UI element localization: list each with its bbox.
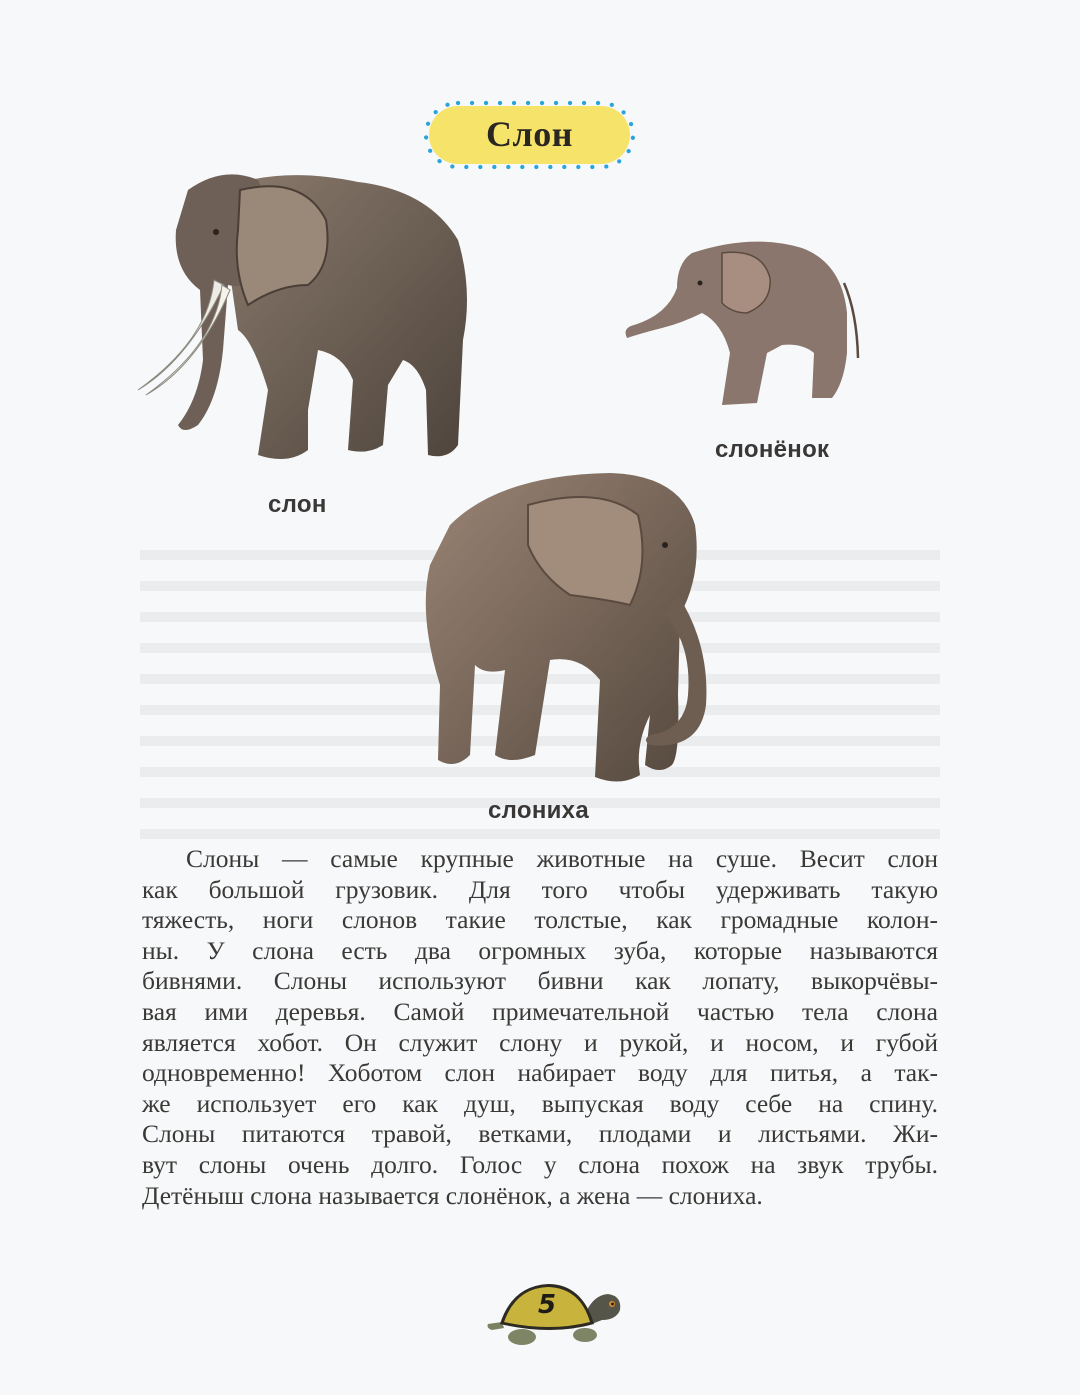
text-line: как большой грузовик. Для того чтобы удерживать такую xyxy=(142,874,938,904)
elephant-illustration xyxy=(128,160,478,470)
elephant-female-icon xyxy=(410,465,710,790)
text-line: Слоны питаются травой, ветками, плодами и листьями. Жи- xyxy=(142,1119,938,1149)
text-line: бивнями. Слоны используют бивни как лопату, выкорчёвы- xyxy=(142,966,938,996)
text-line: же использует его как душ, выпуская воду себе на спину. xyxy=(142,1088,938,1118)
elephant-calf-icon xyxy=(622,233,862,413)
page-number-badge xyxy=(482,1280,622,1350)
caption-elephant-calf: слонёнок xyxy=(715,436,830,463)
elephant-icon xyxy=(128,160,478,470)
text-line: Детёныш слона называется слонёнок, а жена — слониха. xyxy=(142,1180,763,1210)
caption-elephant-female: слониха xyxy=(488,797,589,824)
caption-elephant: слон xyxy=(268,491,327,518)
page-title: Слон xyxy=(486,114,573,154)
elephant-female-illustration xyxy=(410,465,710,790)
text-line: ны. У слона есть два огромных зуба, которые называются xyxy=(142,935,938,965)
article-paragraph xyxy=(142,844,938,1211)
text-line: вая ими деревья. Самой примечательной частью тела слона xyxy=(142,996,938,1026)
text-line: тяжесть, ноги слонов такие толстые, как громадные колон- xyxy=(142,905,938,935)
text-line: является хобот. Он служит слону и рукой, и носом, и губой xyxy=(142,1027,938,1057)
text-line: вут слоны очень долго. Голос у слона похож на звук трубы. xyxy=(142,1149,938,1179)
elephant-calf-illustration xyxy=(622,233,862,413)
page-number: 5 xyxy=(537,1290,557,1320)
text-line: Слоны — самые крупные животные на суше. Весит слон xyxy=(186,844,938,873)
text-line: одновременно! Хоботом слон набирает воду для питья, а так- xyxy=(142,1058,938,1088)
